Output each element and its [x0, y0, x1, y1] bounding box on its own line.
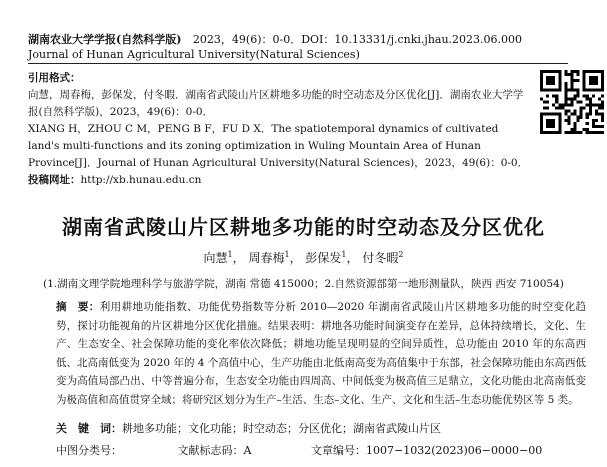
article-number-value: 1007−1032(2023)06−0000−00 — [366, 444, 543, 457]
abstract-text: 利用耕地功能指数、功能优势指数等分析 2010—2020 年湖南省武陵山片区耕地多功能的时空变化趋势，探讨功能视角的片区耕地分区优化措施。结果表明：耕地各功能时间演变存在差异，总体持续增长，文化、生产、生态安全、社会保障功能的变化率依次降低；耕地功能呈现明显的空间异质性，总功能由 2010 年的东高西低、北高南低变为 2020 年的 4 个高值中心，生产功能由北低南高变为高值集中于东部，社会保障功能由东高西低变为高值局部凸出、中等普遍分布，生态安全功能由四周高、中间低变为极高值三足鼎立，文化功能由北高南低变为极高值和高值贯穿全域；将研究区划分为生产–生活、生态–文化、生产、文化和生活–生态功能优势区等 5 类。 — [56, 301, 587, 406]
keywords — [56, 420, 441, 436]
author-list: 向慧$^1$， 周春梅$^1$， 彭保发$^1$， 付冬暇$^2$ — [203, 250, 404, 265]
clc-label: 中图分类号： — [56, 444, 122, 457]
abstract-label: 摘 要： — [56, 301, 100, 313]
doc-code-label: 文献标志码： — [177, 444, 244, 457]
citation-block — [28, 70, 533, 189]
journal-name-cn: 湖南农业大学学报(自然科学版) — [28, 33, 182, 46]
journal-issue-line — [28, 32, 522, 47]
submission-url[interactable]: http://xb.hunau.edu.cn — [80, 174, 202, 186]
keywords-label: 关 键 词： — [56, 422, 122, 435]
journal-name-en: Journal of Hunan Agricultural University(Natural Sciences) — [28, 48, 360, 61]
citation-en: XIANG H，ZHOU C M，PENG B F，FU D X．The spatiotemporal dynamics of cultivated land's multi-functions and its zoning optimization in Wuling Mountain Area of Hunan Province[J]．Journal of Hunan Agricultural University(Natural Sciences)，2023，49(6)：0-0． — [28, 123, 529, 169]
classification-line — [56, 442, 542, 458]
keywords-text: 耕地多功能；文化功能；时空动态；分区优化；湖南省武陵山片区 — [122, 422, 441, 435]
journal-header — [28, 32, 522, 62]
submission-url-line — [28, 172, 533, 189]
citation-label: 引用格式： — [28, 72, 81, 84]
author: 彭保发$^1$ — [305, 250, 347, 265]
doc-code-value: A — [243, 444, 252, 457]
article-number-label: 文章编号： — [311, 444, 366, 457]
qr-code-icon — [540, 70, 604, 134]
author: 付冬暇$^2$ — [362, 250, 404, 265]
abstract — [56, 298, 586, 409]
paper-title: 湖南省武陵山片区耕地多功能的时空动态及分区优化 — [62, 215, 545, 239]
issue-doi: 2023，49(6)：0-0．DOI：10.13331/j.cnki.jhau.2023.06.000 — [192, 33, 523, 46]
author: 周春梅$^1$ — [248, 250, 290, 265]
author: 向慧$^1$ — [203, 250, 233, 265]
affiliations: (1.湖南文理学院地理科学与旅游学院，湖南 常德 415000；2.自然资源部第一地形测量队，陕西 西安 710054) — [43, 278, 564, 290]
citation-cn: 向慧，周春梅，彭保发，付冬暇．湖南省武陵山片区耕地多功能的时空动态及分区优化[J]．湖南农业大学学报(自然科学版)，2023，49(6)：0-0． — [28, 89, 524, 118]
url-label: 投稿网址： — [28, 174, 81, 186]
header-rule — [28, 63, 568, 64]
